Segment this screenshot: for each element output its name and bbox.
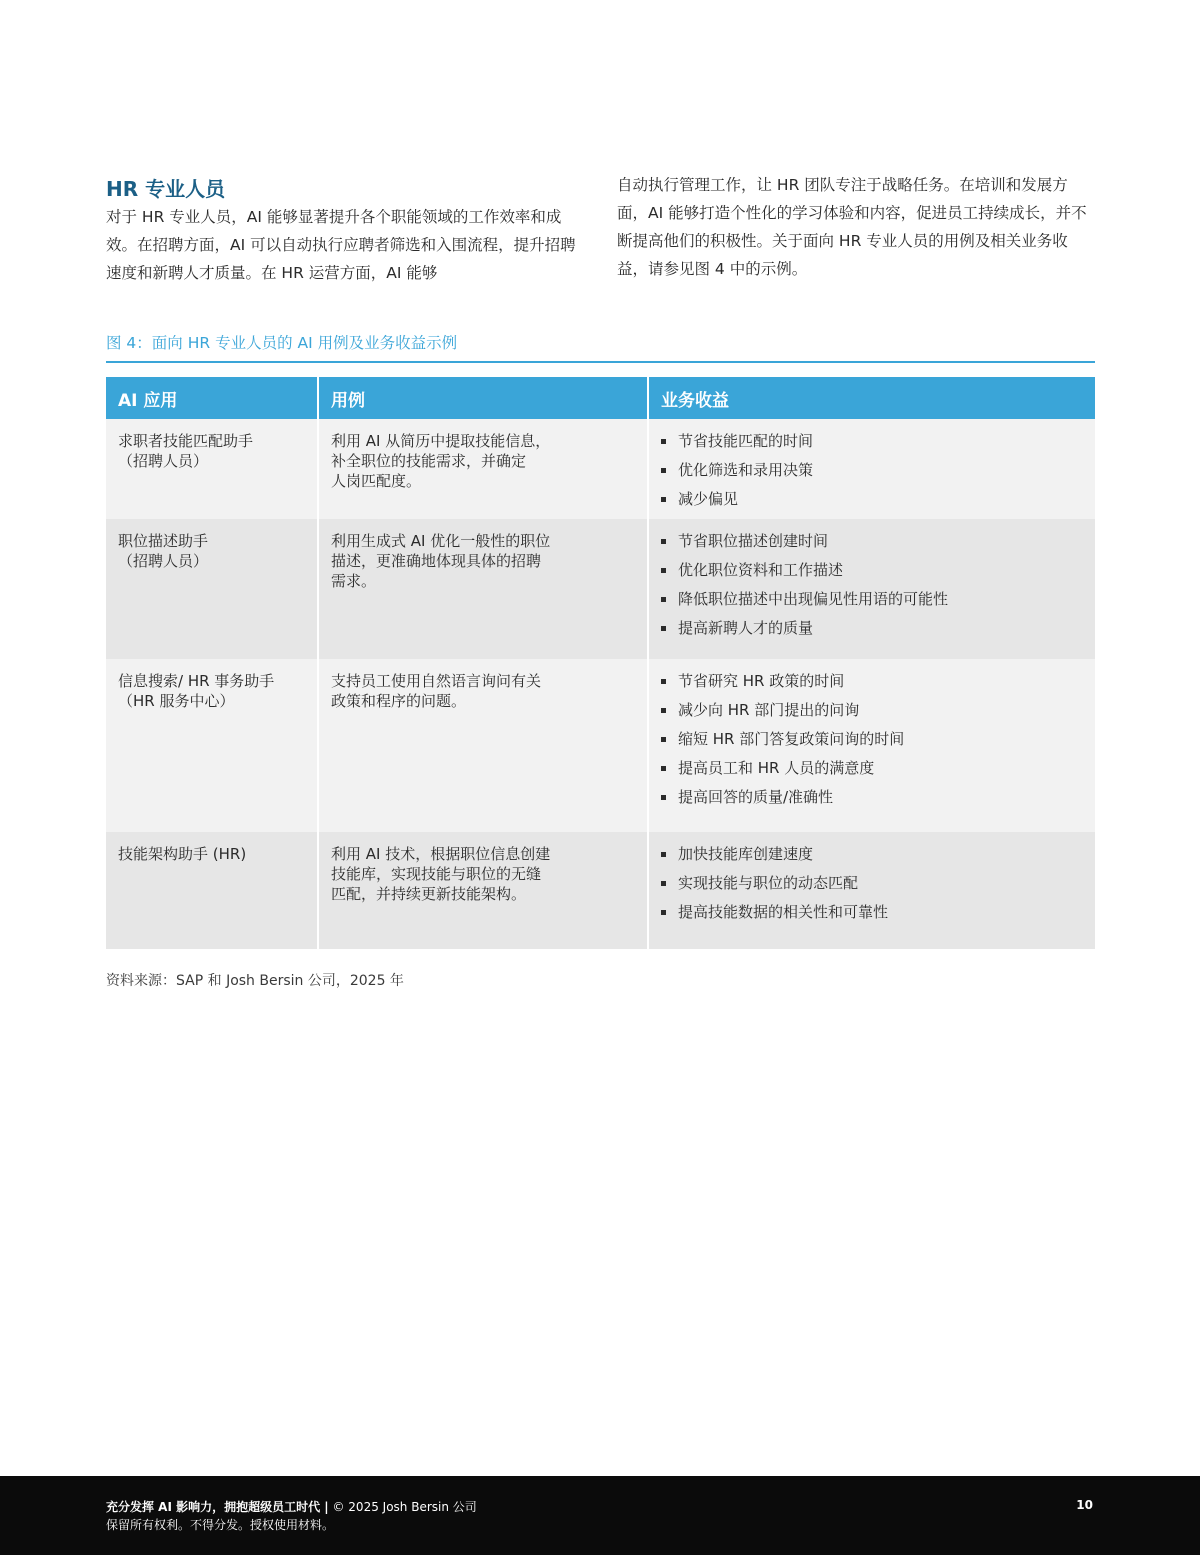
use-case-line: 需求。	[331, 572, 377, 590]
caption-divider	[106, 361, 1095, 363]
benefit-item: 实现技能与职位的动态匹配	[661, 873, 1083, 893]
benefit-item: 加快技能库创建速度	[661, 844, 1083, 864]
use-case-line: 利用 AI 从简历中提取技能信息，	[331, 432, 551, 450]
page-number: 10	[1076, 1498, 1093, 1512]
use-case-line: 利用 AI 技术，根据职位信息创建	[331, 845, 551, 863]
footer-report-title: 充分发挥 AI 影响力，拥抱超级员工时代 |	[106, 1500, 329, 1514]
benefit-item: 优化筛选和录用决策	[661, 460, 1083, 480]
application-role: （招聘人员）	[118, 452, 209, 470]
page-footer	[0, 1476, 1200, 1555]
application-role: （招聘人员）	[118, 552, 209, 570]
intro-paragraph-right: 自动执行管理工作，让 HR 团队专注于战略任务。在培训和发展方面，AI 能够打造个性化的学习体验和内容，促进员工持续成长，并不断提高他们的积极性。关于面向 HR 专业人员的用例及相关业务收益，请参见图 4 中的示例。	[617, 176, 1087, 278]
footer-rights: 保留所有权利。不得分发。授权使用材料。	[106, 1518, 335, 1532]
figure-caption: 图 4：面向 HR 专业人员的 AI 用例及业务收益示例	[106, 334, 458, 352]
footer-title	[106, 1498, 477, 1515]
benefits-cell	[648, 659, 1095, 832]
benefits-cell	[648, 519, 1095, 659]
application-name: 求职者技能匹配助手	[118, 432, 254, 450]
use-case-cell	[318, 659, 648, 832]
benefit-item: 提高新聘人才的质量	[661, 618, 1083, 638]
application-cell	[106, 519, 318, 659]
use-case-line: 描述，更准确地体现具体的招聘	[331, 552, 542, 570]
benefit-item: 节省研究 HR 政策的时间	[661, 671, 1083, 691]
benefit-item: 节省技能匹配的时间	[661, 431, 1083, 451]
benefit-item: 提高技能数据的相关性和可靠性	[661, 902, 1083, 922]
use-case-line: 人岗匹配度。	[331, 472, 422, 490]
use-case-line: 利用生成式 AI 优化一般性的职位	[331, 532, 551, 550]
benefit-item: 提高回答的质量/准确性	[661, 787, 1083, 807]
table-header-row	[106, 377, 1095, 419]
benefits-list	[661, 671, 1083, 807]
use-case-line: 支持员工使用自然语言询问有关	[331, 672, 542, 690]
source-note: 资料来源：SAP 和 Josh Bersin 公司，2025 年	[106, 973, 404, 989]
footer-copyright: © 2025 Josh Bersin 公司	[328, 1500, 477, 1514]
table-row	[106, 419, 1095, 519]
benefit-item: 降低职位描述中出现偏见性用语的可能性	[661, 589, 1083, 609]
use-case-cell	[318, 832, 648, 949]
table-row	[106, 519, 1095, 659]
header-business-benefits: 业务收益	[648, 377, 1095, 419]
application-name: 职位描述助手	[118, 532, 209, 550]
use-case-table	[106, 377, 1095, 949]
use-case-cell	[318, 519, 648, 659]
use-case-line: 匹配，并持续更新技能架构。	[331, 885, 527, 903]
benefits-cell	[648, 419, 1095, 519]
application-name: 技能架构助手 (HR)	[118, 845, 247, 863]
header-ai-application: AI 应用	[106, 377, 318, 419]
use-case-line: 补全职位的技能需求，并确定	[331, 452, 527, 470]
header-use-case: 用例	[318, 377, 648, 419]
benefit-item: 减少偏见	[661, 489, 1083, 509]
benefit-item: 节省职位描述创建时间	[661, 531, 1083, 551]
benefit-item: 缩短 HR 部门答复政策问询的时间	[661, 729, 1083, 749]
use-case-line: 政策和程序的问题。	[331, 692, 467, 710]
table-row	[106, 659, 1095, 832]
application-cell	[106, 832, 318, 949]
benefits-list	[661, 431, 1083, 509]
use-case-cell	[318, 419, 648, 519]
application-cell	[106, 659, 318, 832]
section-title: HR 专业人员	[106, 177, 226, 201]
application-name: 信息搜索/ HR 事务助手	[118, 672, 275, 690]
benefits-list	[661, 531, 1083, 638]
application-role: （HR 服务中心）	[118, 692, 235, 710]
benefit-item: 减少向 HR 部门提出的问询	[661, 700, 1083, 720]
benefit-item: 提高员工和 HR 人员的满意度	[661, 758, 1083, 778]
benefits-list	[661, 844, 1083, 922]
intro-paragraph-left: 对于 HR 专业人员，AI 能够显著提升各个职能领域的工作效率和成效。在招聘方面，AI 可以自动执行应聘者筛选和入围流程，提升招聘速度和新聘人才质量。在 HR 运营方面，AI 能够	[106, 208, 576, 282]
use-case-line: 技能库，实现技能与职位的无缝	[331, 865, 542, 883]
benefit-item: 优化职位资料和工作描述	[661, 560, 1083, 580]
application-cell	[106, 419, 318, 519]
benefits-cell	[648, 832, 1095, 949]
table-row	[106, 832, 1095, 949]
